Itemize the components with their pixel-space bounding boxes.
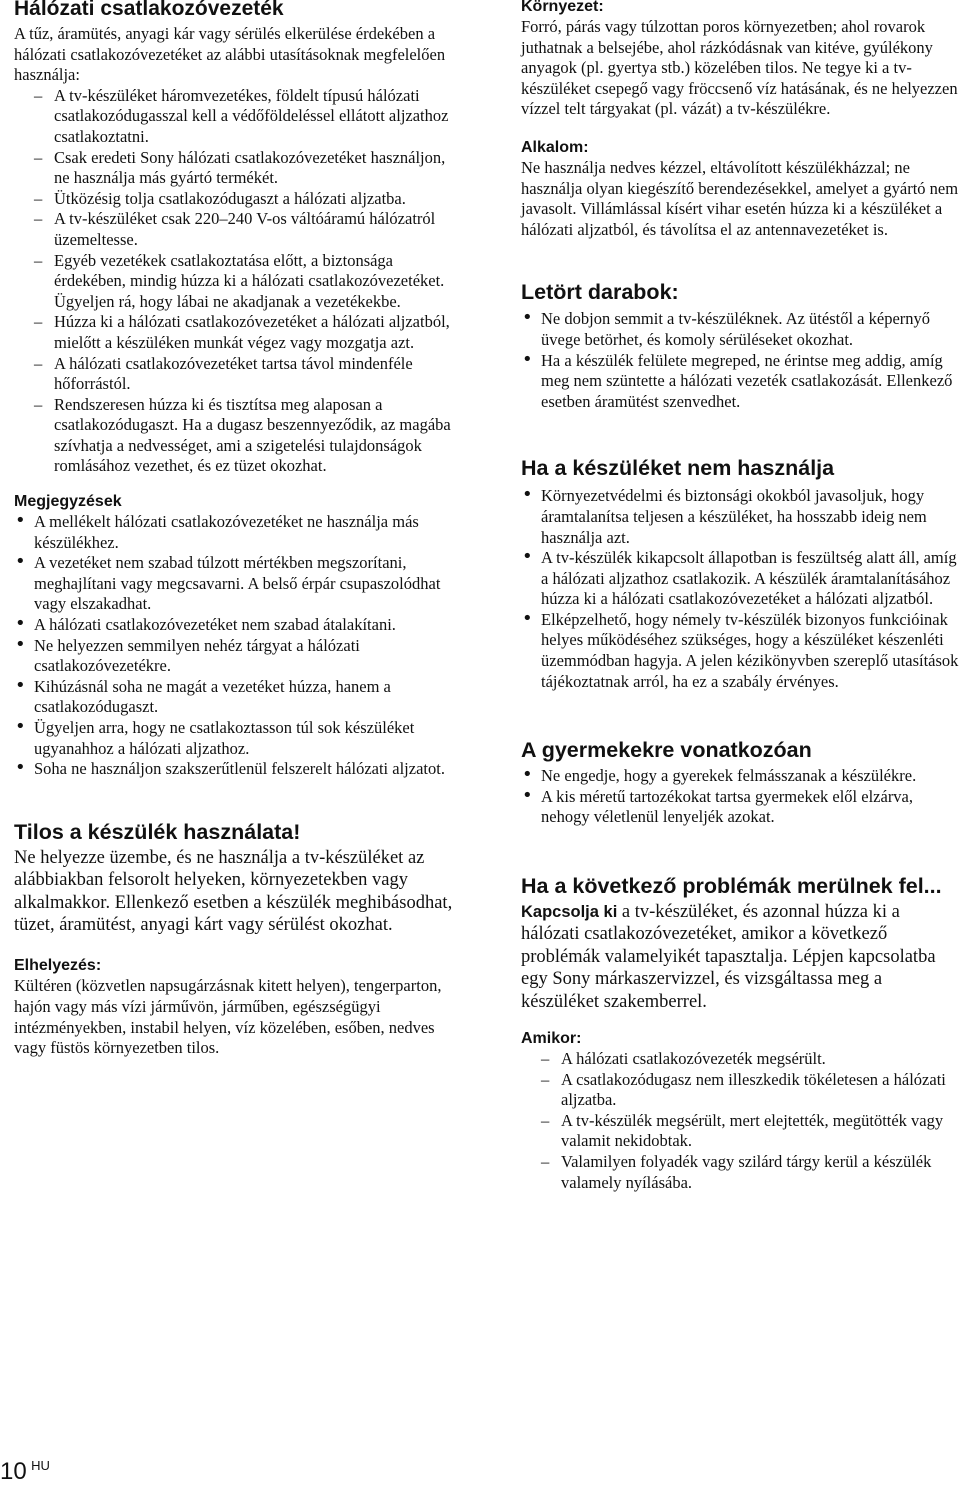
children-list: [521, 766, 959, 828]
when-list: [521, 1049, 959, 1193]
not-in-use-heading: Ha a készüléket nem használja: [521, 456, 835, 481]
list-item: – Egyéb vezetékek csatlakoztatása előtt, a biztonsága érdekében, mindig húzza ki a hálózati csatlakozóvezetéket. Ügyeljen rá, hogy lábai ne akadjanak a vezetékekbe.: [14, 251, 454, 313]
problems-lead-rest: a tv-készüléket, és azonnal húzza ki a hálózati csatlakozóvezetéket, amikor a következő problémák valamelyikét tapasztalja. Lépjen kapcsolatba egy Sony márkaszervizzel, és vizsgáltassa meg a készüléket szakemberrel.: [521, 902, 936, 1012]
environment-heading: Környezet:: [521, 0, 604, 15]
children-heading: A gyermekekre vonatkozóan: [521, 738, 812, 763]
list-item: • Környezetvédelmi és biztonsági okokból javasoljuk, hogy áramtalanítsa teljesen a készüléket, ha hosszabb ideig nem használja azt.: [521, 486, 959, 548]
placement-heading: Elhelyezés:: [14, 957, 102, 975]
list-item: • A hálózati csatlakozóvezetéket nem szabad átalakítani.: [14, 615, 454, 636]
list-item: • Soha ne használjon szakszerűtlenül felszerelt hálózati aljzatot.: [14, 759, 454, 780]
forbidden-heading: Tilos a készülék használata!: [14, 819, 301, 844]
occasion-text: Ne használja nedves kézzel, eltávolított készülékházzal; ne használja olyan kiegészítő berendezésekkel, amelyet a gyártó nem javasolt. Villámlással kísért vihar esetén húzza ki a készüléket a hálózati aljzatból, és távolítsa el az antennavezetéket is.: [521, 157, 959, 239]
list-item: • A mellékelt hálózati csatlakozóvezetéket ne használja más készülékhez.: [14, 512, 454, 553]
list-item: • A tv-készülék kikapcsolt állapotban is feszültség alatt áll, amíg a hálózati aljzathoz csatlakozik. A készülék áramtalanításához húzza ki a hálózati csatlakozóvezetéket a hálózati aljzatból.: [521, 548, 959, 610]
list-item: • Kihúzásnál soha ne magát a vezetéket húzza, hanem a csatlakozódugaszt.: [14, 677, 454, 718]
placement-text: Kültéren (közvetlen napsugárzásnak kitett helyen), tengerparton, hajón vagy más vízi járművön, járműben, egészségügyi intézményekben, instabil helyen, víz közelében, esőben, nedves vagy füstös környezetben tilos.: [14, 976, 442, 1058]
right-column: [521, 0, 959, 1193]
list-item: • A vezetéket nem szabad túlzott mértékben megszorítani, meghajlítani vagy megcsavarni. A belső érpár csupaszolódhat vagy elszakadhat.: [14, 553, 454, 615]
list-item: – A hálózati csatlakozóvezeték megsérült.: [521, 1049, 959, 1070]
list-item: • Ne engedje, hogy a gyerekek felmásszanak a készülékre.: [521, 766, 959, 787]
list-item: • A kis méretű tartozékokat tartsa gyermekek elől elzárva, nehogy véletlenül lenyeljék azokat.: [521, 787, 959, 828]
problems-heading: Ha a következő problémák merülnek fel...: [521, 874, 942, 899]
section-title-power-cord: Hálózati csatlakozóvezeték: [14, 0, 284, 20]
occasion-heading: Alkalom:: [521, 138, 589, 156]
power-cord-intro: A tűz, áramütés, anyagi kár vagy sérülés elkerülése érdekében a hálózati csatlakozóvezetéket az alábbi utasításoknak megfelelően használja:: [14, 24, 446, 85]
list-item: – Valamilyen folyadék vagy szilárd tárgy kerül a készülék valamely nyílásába.: [521, 1152, 959, 1193]
list-item: – A tv-készüléket háromvezetékes, földelt típusú hálózati csatlakozódugasszal kell a védőföldeléssel ellátott aljzathoz csatlakoztatni.: [14, 86, 454, 148]
broken-parts-list: [521, 309, 959, 412]
language-code: HU: [31, 1458, 50, 1473]
page-number: 10: [0, 1458, 27, 1485]
page-footer: [0, 1458, 50, 1486]
list-item: – Húzza ki a hálózati csatlakozóvezetéket a hálózati aljzatból, mielőtt a készüléken munkát végez vagy mozgatja azt.: [14, 312, 454, 353]
problems-lead-bold: Kapcsolja ki: [521, 903, 618, 922]
forbidden-text: Ne helyezze üzembe, és ne használja a tv-készüléket az alábbiakban felsorolt helyeken, környezetekben vagy alkalmakkor. Ellenkező esetben a készülék meghibásodhat, tüzet, áramütést, anyagi kárt vagy sérülést okozhat.: [14, 847, 453, 935]
list-item: • Elképzelhető, hogy némely tv-készülék bizonyos funkcióinak helyes működéséhez szükséges, hogy a készüléket készenléti üzemmódban hagyja. A jelen kézikönyvben szereplő utasítások tájékoztatnak arról, ha ez a szabály érvényes.: [521, 610, 959, 692]
list-item: – A csatlakozódugasz nem illeszkedik tökéletesen a hálózati aljzatba.: [521, 1070, 959, 1111]
notes-list: [14, 512, 454, 780]
list-item: • Ne helyezzen semmilyen nehéz tárgyat a hálózati csatlakozóvezetékre.: [14, 636, 454, 677]
broken-parts-heading: Letört darabok:: [521, 280, 679, 305]
list-item: – A tv-készülék megsérült, mert elejtették, megütötték vagy valamit nekidobtak.: [521, 1111, 959, 1152]
left-column: [14, 0, 454, 1059]
list-item: • Ne dobjon semmit a tv-készüléknek. Az ütéstől a képernyő üvege betörhet, és komoly sérüléseket okozhat.: [521, 309, 959, 350]
list-item: • Ügyeljen arra, hogy ne csatlakoztasson túl sok készüléket ugyanahhoz a hálózati aljzathoz.: [14, 718, 454, 759]
not-in-use-list: [521, 486, 959, 692]
problems-text: [521, 901, 959, 1013]
list-item: • Ha a készülék felülete megreped, ne érintse meg addig, amíg meg nem szüntette a hálózati vezeték csatlakozását. Ellenkező esetben áramütést szenvedhet.: [521, 351, 959, 413]
notes-heading: Megjegyzések: [14, 493, 122, 511]
list-item: – Csak eredeti Sony hálózati csatlakozóvezetéket használjon, ne használja más gyártó termékét.: [14, 148, 454, 189]
when-heading: Amikor:: [521, 1030, 582, 1048]
list-item: – Ütközésig tolja csatlakozódugaszt a hálózati aljzatba.: [14, 189, 454, 210]
power-cord-list: [14, 86, 454, 477]
list-item: – Rendszeresen húzza ki és tisztítsa meg alaposan a csatlakozódugaszt. Ha a dugasz beszennyeződik, az magába szívhatja a nedvességet, ami a szigetelési tulajdonságok romlásához vezethet, és ez tüzet okozhat.: [14, 395, 454, 477]
list-item: – A hálózati csatlakozóvezetéket tartsa távol mindenféle hőforrástól.: [14, 354, 454, 395]
environment-text: Forró, párás vagy túlzottan poros környezetben; ahol rovarok juthatnak a belsejébe, ahol rázkódásnak van kitéve, gyúlékony anyagok (pl. gyertya stb.) közelében tilos. Ne tegye ki a tv-készüléket csepegő vagy fröccsenő víz hatásának, és ne helyezzen vízzel telt tárgyakat (pl. vázát) a tv-készülékre.: [521, 17, 958, 119]
list-item: – A tv-készüléket csak 220–240 V-os váltóáramú hálózatról üzemeltesse.: [14, 209, 454, 250]
